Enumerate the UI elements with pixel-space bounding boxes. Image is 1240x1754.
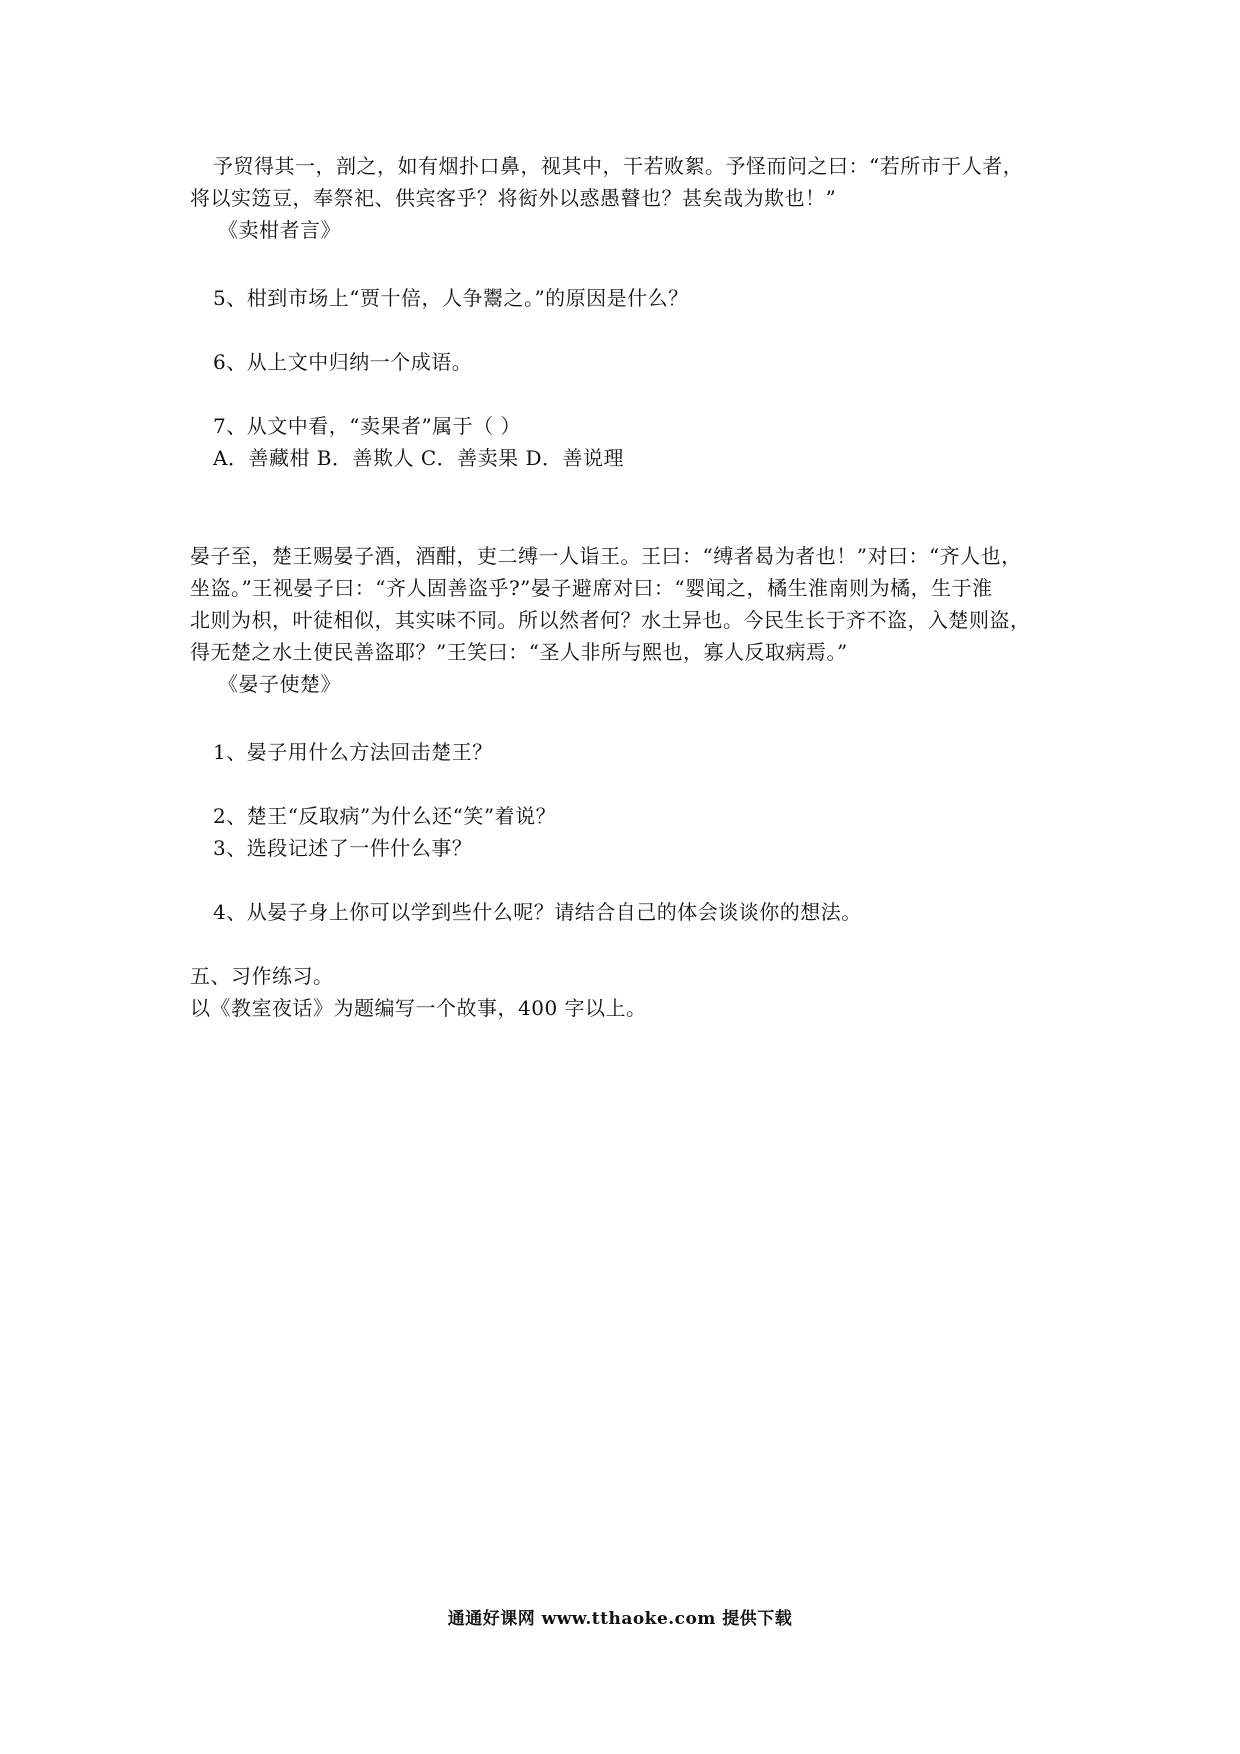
question-7-options: A．善藏柑 B．善欺人 C．善卖果 D．善说理 <box>213 446 625 470</box>
question-2-3 <box>190 800 1070 864</box>
passage-1-source: 《卖柑者言》 <box>218 218 341 242</box>
question-4 <box>190 896 1070 928</box>
passage-1-line: 予贸得其一，剖之，如有烟扑口鼻，视其中，干若败絮。予怪而问之曰：“若所市于人者， <box>213 154 1024 178</box>
passage-2-line: 北则为枳，叶徒相似，其实味不同。所以然者何？水土异也。今民生长于齐不盗，入楚则盗， <box>190 608 1031 632</box>
question-1 <box>190 736 1070 768</box>
section-5-heading: 五、习作练习。 <box>190 964 334 988</box>
passage-2 <box>190 540 1070 700</box>
question-7 <box>190 410 1070 474</box>
question-text: 3、选段记述了一件什么事？ <box>213 836 473 860</box>
question-text: 1、晏子用什么方法回击楚王？ <box>213 740 493 764</box>
passage-2-source: 《晏子使楚》 <box>218 672 341 696</box>
passage-1-line: 将以实笾豆，奉祭祀、供宾客乎？将衒外以惑愚瞽也？甚矣哉为欺也！” <box>190 186 837 210</box>
question-6 <box>190 346 1070 378</box>
passage-1 <box>190 150 1070 246</box>
question-text: 7、从文中看，“卖果者”属于（ ） <box>213 414 522 438</box>
question-text: 4、从晏子身上你可以学到些什么呢？请结合自己的体会谈谈你的想法。 <box>213 900 862 924</box>
question-text: 6、从上文中归纳一个成语。 <box>213 350 473 374</box>
section-5 <box>190 960 1070 1024</box>
question-5 <box>190 282 1070 314</box>
page-footer: 通通好课网 www.tthaoke.com 提供下载 <box>447 1609 793 1629</box>
passage-2-line: 坐盗。”王视晏子曰：“齐人固善盗乎?”晏子避席对曰：“婴闻之，橘生淮南则为橘，生于淮 <box>190 576 993 600</box>
passage-2-line: 晏子至，楚王赐晏子酒，酒酣，吏二缚一人诣王。王曰：“缚者曷为者也！”对曰：“齐人也， <box>190 544 1022 568</box>
passage-2-line: 得无楚之水土使民善盗耶？”王笑曰：“圣人非所与熙也，寡人反取病焉。” <box>190 640 848 664</box>
section-5-prompt: 以《教室夜话》为题编写一个故事，400 字以上。 <box>190 996 647 1020</box>
question-text: 5、柑到市场上“贾十倍，人争鬻之。”的原因是什么？ <box>213 286 689 310</box>
question-text: 2、楚王“反取病”为什么还“笑”着说？ <box>213 804 557 828</box>
